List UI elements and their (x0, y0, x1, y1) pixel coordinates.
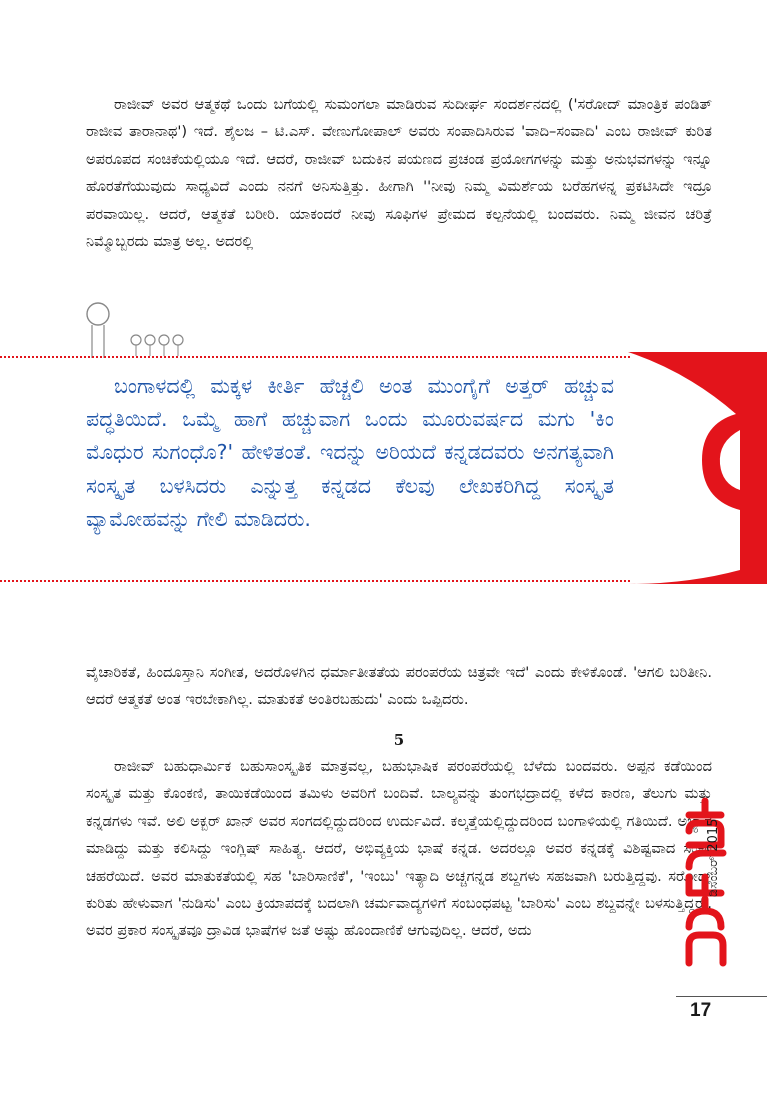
pullquote-bottom-rule (0, 580, 630, 582)
page-number: 17 (690, 1000, 712, 1021)
article-paragraph-3: ರಾಜೀವ್ ಬಹುಧಾರ್ಮಿಕ ಬಹುಸಾಂಸ್ಕೃತಿಕ ಮಾತ್ರವಲ್ಲ, ಬಹುಭಾಷಿಕ ಪರಂಪರೆಯಲ್ಲಿ ಬೆಳೆದು ಬಂದವರು. ಅಪ್ಪನ ಕಡೆಯಿಂದ ಸಂಸ್ಕೃತ ಮತ್ತು ಕೊಂಕಣಿ, ತಾಯಿಕಡೆಯಿಂದ ತಮಿಳು ಅವರಿಗೆ ಬಂದಿವೆ. ಬಾಲ್ಯವನ್ನು ತುಂಗಭದ್ರಾದಲ್ಲಿ ಕಳೆದ ಕಾರಣ, ತೆಲುಗು ಮತ್ತು ಕನ್ನಡಗಳು ಇವೆ. ಅಲಿ ಅಕ್ಬರ್ ಖಾನ್ ಅವರ ಸಂಗದಲ್ಲಿದ್ದುದರಿಂದ ಉರ್ದುವಿದೆ. ಕಲ್ಕತ್ತೆಯಲ್ಲಿದ್ದುದರಿಂದ ಬಂಗಾಳಿಯಲ್ಲಿ ಗತಿಯಿದೆ. ಅಭ್ಯಾಸ ಮಾಡಿದ್ದು ಮತ್ತು ಕಲಿಸಿದ್ದು ಇಂಗ್ಲಿಷ್ ಸಾಹಿತ್ಯ. ಆದರೆ, ಅಭಿವ್ಯಕ್ತಿಯ ಭಾಷೆ ಕನ್ನಡ. ಅದರಲ್ಲೂ ಅವರ ಕನ್ನಡಕ್ಕೆ ವಿಶಿಷ್ಟವಾದ ಸಂಕರ ಚಹರೆಯಿದೆ. ಅವರ ಮಾತುಕತೆಯಲ್ಲಿ ಸಹ 'ಬಾರಿಸಾಣಿಕೆ', 'ಇಂಬು' ಇತ್ಯಾದಿ ಅಚ್ಚಗನ್ನಡ ಶಬ್ದಗಳು ಸಹಜವಾಗಿ ಬರುತ್ತಿದ್ದವು. ಸರೋದ್ ಕುರಿತು ಹೇಳುವಾಗ 'ನುಡಿಸು' ಎಂಬ ಕ್ರಿಯಾಪದಕ್ಕೆ ಬದಲಾಗಿ ಚರ್ಮವಾದ್ಯಗಳಿಗೆ ಸಂಬಂಧಪಟ್ಟ 'ಬಾರಿಸು' ಎಂಬ ಶಬ್ದವನ್ನೇ ಬಳಸುತ್ತಿದ್ದರು. ಅವರ ಪ್ರಕಾರ ಸಂಸ್ಕೃತವೂ ದ್ರಾವಿಡ ಭಾಷೆಗಳ ಜತೆ ಅಷ್ಟು ಹೊಂದಾಣಿಕೆ ಆಗುವುದಿಲ್ಲ. ಆದರೆ, ಅದು (86, 758, 712, 940)
pullquote: ಬಂಗಾಳದಲ್ಲಿ ಮಕ್ಕಳ ಕೀರ್ತಿ ಹೆಚ್ಚಲಿ ಅಂತ ಮುಂಗೈಗೆ ಅತ್ತರ್ ಹಚ್ಚುವ ಪದ್ಧತಿಯಿದೆ. ಒಮ್ಮೆ ಹಾಗೆ ಹಚ್ಚುವಾಗ ಒಂದು ಮೂರುವರ್ಷದ ಮಗು 'ಕಿಂ ಮೊಧುರ ಸುಗಂಧೊ?' ಹೇಳಿತಂತೆ. ಇದನ್ನು ಅರಿಯದೆ ಕನ್ನಡದವರು ಅನಗತ್ಯವಾಗಿ ಸಂಸ್ಕೃತ ಬಳಸಿದರು ಎನ್ನುತ್ತ ಕನ್ನಡದ ಕೆಲವು ಲೇಖಕರಿಗಿದ್ದ ಸಂಸ್ಕೃತ ವ್ಯಾಮೋಹವನ್ನು ಗೇಲಿ ಮಾಡಿದರು. (86, 374, 614, 531)
issue-date: ಡಿಸೆಂಬರ್ 2015 (706, 818, 721, 897)
article-paragraph-2: ವೈಚಾರಿಕತೆ, ಹಿಂದೂಸ್ತಾನಿ ಸಂಗೀತ, ಅದರೊಳಗಿನ ಧರ್ಮಾತೀತತೆಯ ಪರಂಪರೆಯ ಚಿತ್ರವೇ ಇದೆ' ಎಂದು ಕೇಳಿಕೊಂಡೆ. 'ಆಗಲಿ ಬರಿತೀನಿ. ಆದರೆ ಆತ್ಮಕತೆ ಅಂತ ಇರಬೇಕಾಗಿಲ್ಲ. ಮಾತುಕತೆ ಅಂತಿರಬಹುದು' ಎಂದು ಒಪ್ಪಿದರು. (86, 664, 712, 709)
decorative-connector-graphic (84, 296, 194, 358)
article-paragraph-1: ರಾಜೀವ್ ಅವರ ಆತ್ಮಕಥೆ ಒಂದು ಬಗೆಯಲ್ಲಿ ಸುಮಂಗಲಾ ಮಾಡಿರುವ ಸುದೀರ್ಘ ಸಂದರ್ಶನದಲ್ಲಿ ('ಸರೋದ್ ಮಾಂತ್ರಿಕ ಪಂಡಿತ್ ರಾಜೀವ ತಾರಾನಾಥ') ಇದೆ. ಶೈಲಜ – ಟಿ.ಎಸ್. ವೇಣುಗೋಪಾಲ್ ಅವರು ಸಂಪಾದಿಸಿರುವ 'ವಾದಿ–ಸಂವಾದಿ' ಎಂಬ ರಾಜೀವ್ ಕುರಿತ ಅಪರೂಪದ ಸಂಚಿಕೆಯಲ್ಲಿಯೂ ಇದೆ. ಆದರೆ, ರಾಜೀವ್ ಬದುಕಿನ ಪಯಣದ ಪ್ರಚಂಡ ಪ್ರಯೋಗಗಳನ್ನು ಮತ್ತು ಅನುಭವಗಳನ್ನು ಇನ್ನೂ ಹೊರತೆಗೆಯುವುದು ಸಾಧ್ಯವಿದೆ ಎಂದು ನನಗೆ ಅನಿಸುತ್ತಿತ್ತು. ಹೀಗಾಗಿ ''ನೀವು ನಿಮ್ಮ ವಿಮರ್ಶೆಯ ಬರೆಹಗಳನ್ನ ಪ್ರಕಟಿಸಿದೇ ಇದ್ರೂ ಪರವಾಯಿಲ್ಲ. ಆದರೆ, ಆತ್ಮಕತೆ ಬರೀರಿ. ಯಾಕಂದರೆ ನೀವು ಸೂಫಿಗಳ ಪ್ರೇಮದ ಕಲ್ಪನೆಯಲ್ಲಿ ಬಂದವರು. ನಿಮ್ಮ ಜೀವನ ಚರಿತ್ರೆ ನಿಮ್ಮೊಬ್ಬರದು ಮಾತ್ರ ಅಲ್ಲ. ಅದರಲ್ಲಿ (86, 96, 712, 251)
footer-rule (676, 996, 767, 997)
quote-mark-icon (628, 352, 767, 584)
section-number: 5 (393, 731, 405, 749)
pullquote-top-rule (0, 356, 630, 358)
